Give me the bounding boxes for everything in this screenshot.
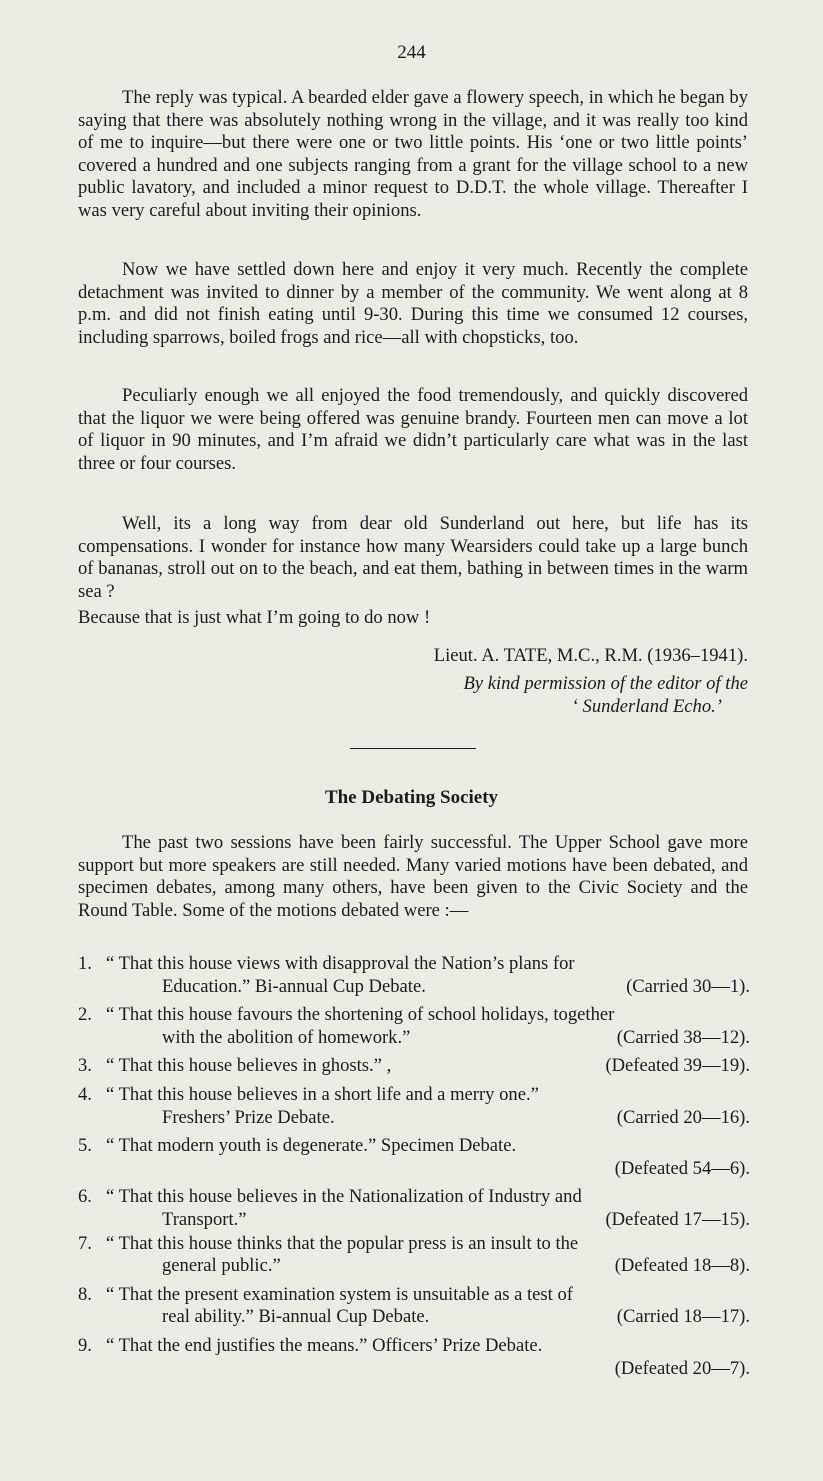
motion-number: 2.: [78, 1004, 92, 1026]
motion-text: “ That this house believes in the Nationalization of Industry and: [106, 1186, 582, 1208]
motion-number: 7.: [78, 1232, 92, 1254]
motion-text: “ That this house thinks that the popular press is an insult to the: [106, 1232, 579, 1254]
motion-result: (Carried 18—17).: [616, 1306, 750, 1328]
motion-text: “ That this house believes in a short life and a merry one.”: [106, 1083, 539, 1105]
motion-text: “ That this house views with disapproval the Nation’s plans for: [106, 953, 575, 974]
credit-line-1: By kind permission of the editor of the: [463, 673, 748, 694]
motion-text-cont: Freshers’ Prize Debate.: [162, 1106, 335, 1128]
motion-item: [78, 1084, 750, 1129]
motion-result: (Carried 20—16).: [616, 1106, 750, 1128]
motion-number: 5.: [78, 1135, 92, 1157]
motion-text-cont: Education.” Bi-annual Cup Debate.: [162, 975, 426, 997]
motion-text-cont: general public.”: [162, 1255, 281, 1277]
paragraph-food: Peculiarly enough we all enjoyed the food tremendously, and quickly discovered that the liquor we were being offered was genuine brandy. Fourteen men can move a lot of liquor in 90 minutes, and I’m afraid we didn’t particularly care what was in the last three or four courses.: [78, 385, 748, 474]
paragraph-dinner: Now we have settled down here and enjoy it very much. Recently the complete detachment was invited to dinner by a member of the community. We went along at 8 p.m. and did not finish eating until 9-30. During this time we consumed 12 courses, including sparrows, boiled frogs and rice—all with chopsticks, too.: [78, 259, 748, 348]
motion-result: (Carried 38—12).: [616, 1026, 750, 1048]
motion-result: (Carried 30—1).: [626, 975, 750, 997]
motion-item: [78, 1284, 750, 1329]
motion-result: (Defeated 18—8).: [614, 1255, 750, 1277]
motion-item: [78, 1233, 750, 1278]
motion-text-cont: with the abolition of homework.”: [162, 1026, 411, 1048]
section-title: The Debating Society: [324, 787, 499, 808]
motion-item: [78, 1335, 750, 1380]
paragraph-closing: Because that is just what I’m going to do now !: [78, 607, 431, 628]
section-divider: [350, 748, 476, 749]
motion-text: “ That this house believes in ghosts.” ,: [106, 1055, 392, 1077]
motions-list: [78, 953, 750, 1380]
motion-item: [78, 1135, 750, 1180]
credit-line-2: ‘ Sunderland Echo.’: [571, 696, 722, 717]
motion-item: [78, 1004, 750, 1049]
motion-number: 4.: [78, 1083, 92, 1105]
motion-item: [78, 1055, 750, 1078]
motion-result: (Defeated 17—15).: [605, 1208, 750, 1230]
page-number: 244: [397, 42, 426, 63]
motion-number: 9.: [78, 1334, 92, 1356]
motion-number: 6.: [78, 1186, 92, 1208]
motion-number: 1.: [78, 953, 92, 974]
motion-text: “ That the end justifies the means.” Officers’ Prize Debate.: [106, 1334, 543, 1356]
motion-result: (Defeated 54—6).: [614, 1157, 750, 1179]
motion-text: “ That modern youth is degenerate.” Specimen Debate.: [106, 1135, 517, 1157]
motion-result: (Defeated 20—7).: [614, 1357, 750, 1379]
motion-text: “ That the present examination system is unsuitable as a test of: [106, 1283, 573, 1305]
credit-note: [78, 672, 748, 718]
paragraph-reply: The reply was typical. A bearded elder gave a flowery speech, in which he began by saying that there was absolutely nothing wrong in the village, and it was really too kind of me to inquire—but there were one or two little points. His ‘one or two little points’ covered a hundred and one subjects ranging from a grant for the village school to a new public lavatory, and included a minor request to D.D.T. the whole village. Thereafter I was very careful about inviting their opinions.: [78, 87, 748, 221]
motion-text-cont: Transport.”: [162, 1208, 247, 1230]
paragraph-sunderland: Well, its a long way from dear old Sunderland out here, but life has its compensations. I wonder for instance how many Wearsiders could take up a large bunch of bananas, stroll out on to the beach, and eat them, bathing in between times in the warm sea ?: [78, 513, 748, 602]
motion-item: [78, 1186, 750, 1231]
motion-number: 3.: [78, 1055, 92, 1077]
author-signature: Lieut. A. TATE, M.C., R.M. (1936–1941).: [433, 645, 748, 666]
motion-text: “ That this house favours the shortening of school holidays, together: [106, 1004, 615, 1026]
debating-intro: The past two sessions have been fairly successful. The Upper School gave more support but more speakers are still needed. Many varied motions have been debated, and specimen debates, among many others, have been given to the Civic Society and the Round Table. Some of the motions debated were :—: [78, 832, 748, 921]
motion-text-cont: real ability.” Bi-annual Cup Debate.: [162, 1306, 430, 1328]
motion-result: (Defeated 39—19).: [605, 1055, 750, 1077]
motion-item: [78, 953, 750, 998]
motion-number: 8.: [78, 1283, 92, 1305]
